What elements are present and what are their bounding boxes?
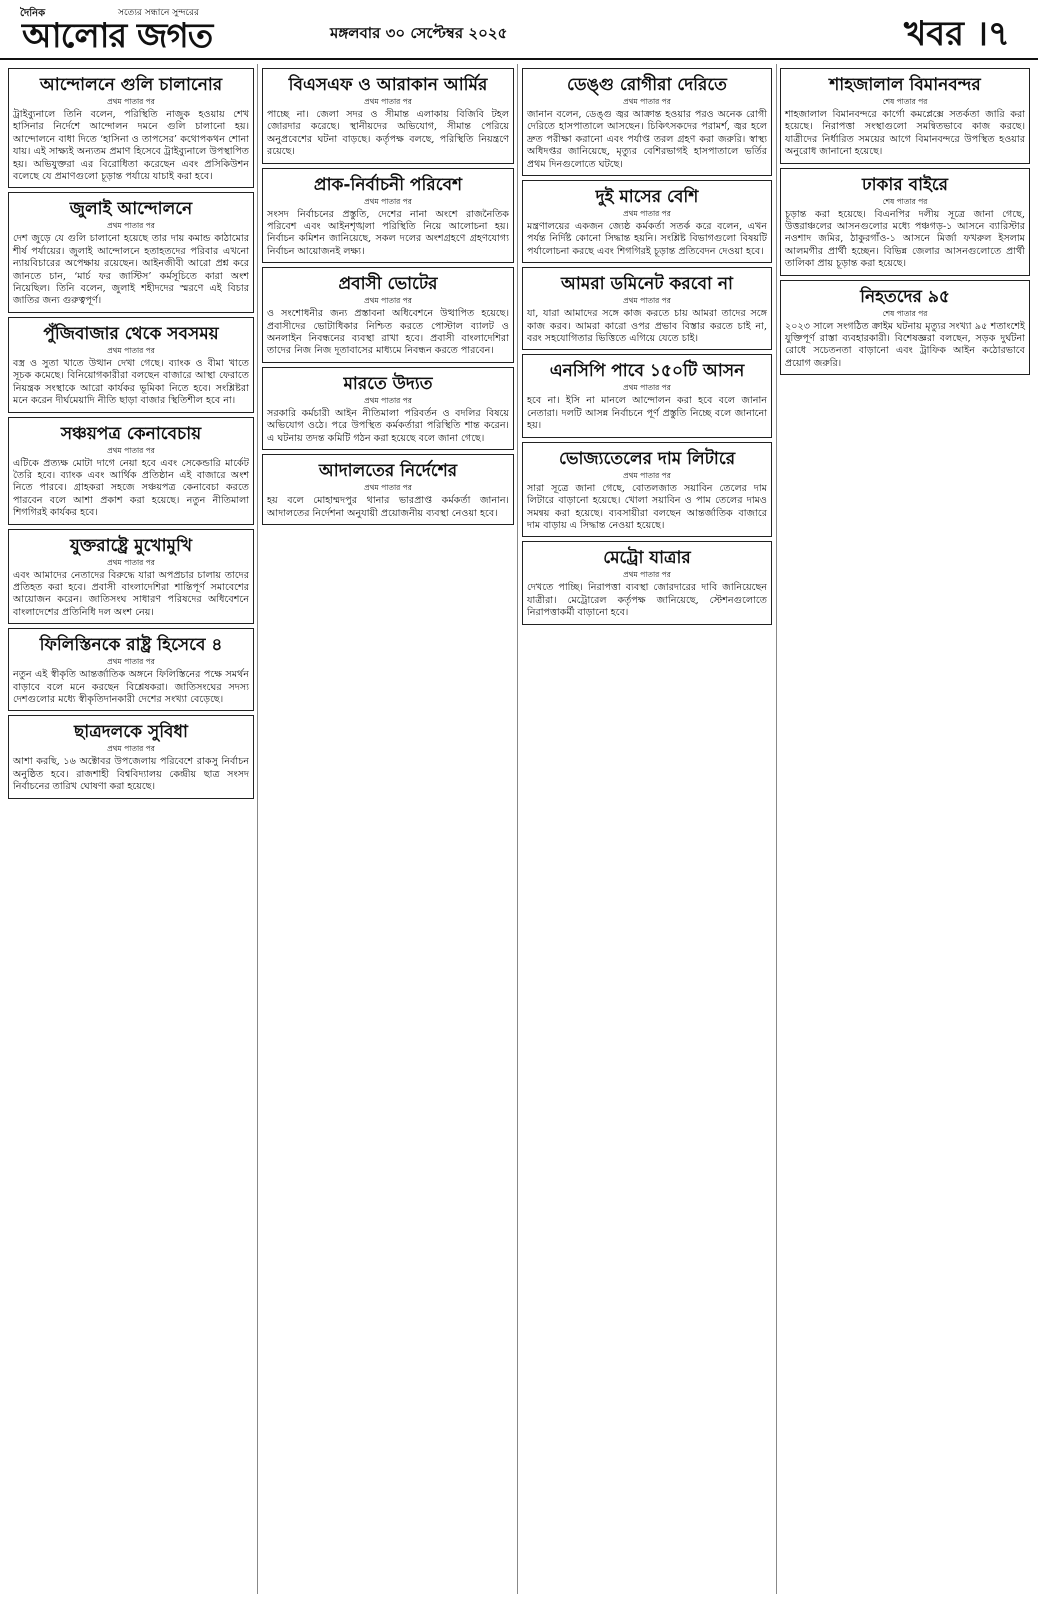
article-body: সংসদ নির্বাচনের প্রস্তুতি, দেশের নানা অংশে রাজনৈতিক পরিবেশ এবং আইনশৃঙ্খলা পরিস্থিতি নিয়ে আলোচনা হয়। নির্বাচন কমিশন জানিয়েছে, সকল দলের অংশগ্রহণে গ্রহণযোগ্য নির্বাচন আয়োজনই লক্ষ্য।: [267, 208, 509, 257]
headline: দুই মাসের বেশি: [595, 187, 699, 208]
section-label: খবর ।৭: [903, 14, 1010, 54]
headline: সঞ্চয়পত্র কেনাবেচায়: [60, 423, 202, 444]
article: [262, 454, 514, 525]
headline: ঢাকার বাইরে: [861, 174, 949, 195]
article-body: আশা করছি, ১৬ অক্টোবর উপজেলায় পরিবেশে রাকসু নির্বাচন অনুষ্ঠিত হবে। রাজশাহী বিশ্ববিদ্যালয় কেন্দ্রীয় ছাত্র সংসদ নির্বাচনের তারিখ ঘোষণা করা হয়েছে।: [13, 756, 249, 793]
article: [8, 529, 254, 625]
jump-line: প্রথম পাতার পর: [623, 209, 671, 219]
article-body: ট্রাইব্যুনালে তিনি বলেন, পরিস্থিতি নাজুক হওয়ায় শেখ হাসিনার নির্দেশে আন্দোলন দমনে গুলি চালানো হয়। আন্দোলনে বাধা দিতে ‘হাসিনা ও তাপসের’ কথোপকথন শোনা যায়। এই সাক্ষ্যই অন্যতম প্রমাণ হিসেবে ট্রাইব্যুনালে উপস্থাপিত হয়। অভিযুক্তরা এর বিরোধিতা করেছেন এবং প্রসিকিউশন বলেছে যে প্রমাণগুলো চূড়ান্ত পর্যায়ে যাচাই করা হবে।: [13, 109, 249, 183]
article: [522, 68, 772, 176]
column-divider: [776, 64, 777, 1594]
masthead-rule: [0, 58, 1038, 60]
jump-line: প্রথম পাতার পর: [107, 744, 155, 754]
column-divider: [257, 64, 258, 1594]
article-body: ও সংশোধনীর জন্য প্রস্তাবনা অধিবেশনে উত্থাপিত হয়েছে। প্রবাসীদের ভোটাধিকার নিশ্চিত করতে পোস্টাল ব্যালট ও অনলাইন নিবন্ধনের ব্যবস্থা রাখা হবে। প্রবাসী বাংলাদেশিরা তাদের নিজ নিজ দূতাবাসের মাধ্যমে নিবন্ধন করতে পারবেন।: [267, 308, 509, 357]
article: [262, 68, 514, 164]
jump-line: প্রথম পাতার পর: [107, 445, 155, 455]
headline: শাহজালাল বিমানবন্দর: [829, 75, 981, 95]
headline: ছাত্রদলকে সুবিধা: [74, 722, 188, 743]
article-body: পাচ্ছে না। জেলা সদর ও সীমান্ত এলাকায় বিজিবি টহল জোরদার করেছে। স্থানীয়দের অভিযোগ, সীমান্ত পেরিয়ে অনুপ্রবেশের ঘটনা বাড়ছে। কর্তৃপক্ষ বলছে, পরিস্থিতি নিয়ন্ত্রণে রয়েছে।: [267, 109, 509, 158]
headline: প্রাক-নির্বাচনী পরিবেশ: [313, 174, 463, 195]
headline: এনসিপি পাবে ১৫০টি আসন: [549, 361, 745, 382]
article: [522, 354, 772, 437]
article-body: যা, যারা আমাদের সঙ্গে কাজ করতে চায় আমরা তাদের সঙ্গে কাজ করব। আমরা কারো ওপর প্রভাব বিস্তার করতে চাই না, বরং সহযোগিতার ভিত্তিতে এগিয়ে যেতে চাই।: [527, 308, 767, 345]
article-body: হবে না। ইসি না মানলে আন্দোলন করা হবে বলে জানান নেতারা। দলটি আসন্ন নির্বাচনে পূর্ণ প্রস্তুতি নিচ্ছে বলে জানানো হয়।: [527, 395, 767, 432]
column-3: [522, 64, 772, 1594]
article-body: ২০২৩ সালে সংগঠিত ক্রাইম ঘটনায় মৃত্যুর সংখ্যা ৯৫ শতাংশেই যুক্তিপূর্ণ রাস্তা ব্যবহারকারী। বিশেষজ্ঞরা বলছেন, সড়ক দুর্ঘটনা রোধে সচেতনতা বাড়ানো এবং ট্রাফিক আইন কঠোরভাবে প্রয়োগ জরুরি।: [785, 320, 1025, 369]
headline: ভোজ্যতেলের দাম লিটারে: [558, 448, 736, 469]
jump-line: প্রথম পাতার পর: [364, 296, 412, 306]
article: [8, 628, 254, 711]
article: [522, 180, 772, 263]
jump-line: প্রথম পাতার পর: [623, 383, 671, 393]
headline: মারতে উদ্যত: [343, 373, 433, 394]
tagline: সত্যের সন্ধানে সুন্দরের: [118, 8, 199, 18]
headline: ডেঙ্গু রোগীরা দেরিতে: [567, 75, 727, 95]
headline: জুলাই আন্দোলনে: [69, 199, 193, 220]
column-4: [780, 64, 1030, 1594]
headline: ফিলিস্তিনকে রাষ্ট্র হিসেবে ৪: [39, 635, 223, 656]
jump-line: প্রথম পাতার পর: [364, 196, 412, 206]
headline: মেট্রো যাত্রার: [603, 548, 691, 569]
headline: আন্দোলনে গুলি চালানোর: [39, 75, 223, 95]
headline: প্রবাসী ভোটের: [338, 274, 438, 295]
article: [780, 168, 1030, 276]
article: [8, 192, 254, 312]
article: [8, 317, 254, 413]
jump-line: প্রথম পাতার পর: [623, 470, 671, 480]
jump-line: প্রথম পাতার পর: [623, 296, 671, 306]
article-body: চূড়ান্ত করা হয়েছে। বিএনপির দলীয় সূত্রে জানা গেছে, উত্তরাঞ্চলের আসনগুলোর মধ্যে পঞ্চগড়-১ আসনে ব্যারিস্টার নওশাদ জমির, ঠাকুরগাঁও-১ আসনে মির্জা ফখরুল ইসলাম আলমগীর প্রার্থী হচ্ছেন। বিভিন্ন জেলার আসনগুলোতে প্রার্থী তালিকা প্রায় চূড়ান্ত করা হয়েছে।: [785, 208, 1025, 270]
article-body: সরকারি কর্মচারী আইন নীতিমালা পরিবর্তন ও বদলির বিষয়ে অভিযোগ ওঠে। পরে উপস্থিত কর্মকর্তারা পরিস্থিতি শান্ত করেন। এ ঘটনায় তদন্ত কমিটি গঠন করা হয়েছে বলে জানা গেছে।: [267, 407, 509, 444]
jump-line: প্রথম পাতার পর: [364, 395, 412, 405]
masthead: [0, 0, 1038, 56]
article-body: জানান বলেন, ডেঙ্গু জ্বর আক্রান্ত হওয়ার পরও অনেক রোগী দেরিতে হাসপাতালে আসছেন। চিকিৎসকদের পরামর্শ, জ্বর হলে দ্রুত পরীক্ষা করানো এবং পর্যাপ্ত তরল গ্রহণ করা জরুরি। স্বাস্থ্য অধিদপ্তর জানিয়েছে, মৃত্যুর বেশিরভাগই হাসপাতালে ভর্তির প্রথম দিনগুলোতে ঘটছে।: [527, 109, 767, 170]
brand-logo: আলোর জগত: [22, 16, 213, 56]
article: [522, 267, 772, 350]
article: [8, 417, 254, 525]
headline: নিহতদের ৯৫: [860, 286, 950, 307]
article-body: এবং আমাদের নেতাদের বিরুদ্ধে যারা অপপ্রচার চালায় তাদের প্রতিহত করা হবে। প্রবাসী বাংলাদেশিরা শান্তিপূর্ণ সমাবেশের আয়োজন করেন। জাতিসংঘ সাধারণ পরিষদের অধিবেশনে বাংলাদেশের প্রতিনিধি দল অংশ নেয়।: [13, 569, 249, 618]
jump-line: প্রথম পাতার পর: [623, 570, 671, 580]
article-body: দেখতে পাচ্ছি। নিরাপত্তা ব্যবস্থা জোরদারের দাবি জানিয়েছেন যাত্রীরা। মেট্রোরেল কর্তৃপক্ষ জানিয়েছে, স্টেশনগুলোতে নিরাপত্তাকর্মী বাড়ানো হবে।: [527, 582, 767, 619]
article-body: সারা সূত্রে জানা গেছে, বোতলজাত সয়াবিন তেলের দাম লিটারে বাড়ানো হয়েছে। খোলা সয়াবিন ও পাম তেলের দামও সমন্বয় করা হয়েছে। ব্যবসায়ীরা বলছেন আন্তর্জাতিক বাজারে দাম বাড়ায় এ সিদ্ধান্ত নেওয়া হয়েছে।: [527, 482, 767, 531]
column-2: [262, 64, 514, 1594]
jump-line: প্রথম পাতার পর: [364, 483, 412, 493]
article: [262, 267, 514, 363]
jump-line: শেষ পাতার পর: [882, 97, 928, 106]
jump-line: শেষ পাতার পর: [882, 308, 928, 318]
headline: আমরা ডমিনেট করবো না: [561, 274, 733, 295]
article-body: হয় বলে মোহাম্মদপুর থানার ভারপ্রাপ্ত কর্মকর্তা জানান। আদালতের নির্দেশনা অনুযায়ী প্রয়োজনীয় ব্যবস্থা নেওয়া হবে।: [267, 495, 509, 519]
jump-line: প্রথম পাতার পর: [107, 97, 155, 106]
article-body: মন্ত্রণালয়ের একজন জ্যেষ্ঠ কর্মকর্তা সতর্ক করে বলেন, এখন পর্যন্ত নির্দিষ্ট কোনো সিদ্ধান্ত হয়নি। সংশ্লিষ্ট বিভাগগুলো বিষয়টি পর্যালোচনা করছে এবং শিগগিরই চূড়ান্ত প্রতিবেদন দেওয়া হবে।: [527, 221, 767, 257]
article-body: দেশ জুড়ে যে গুলি চালানো হয়েছে তার দায় কমান্ড কাঠামোর শীর্ষ পর্যায়ের। জুলাই আন্দোলনে হতাহতদের পরিবার এখনো ন্যায়বিচারের অপেক্ষায় রয়েছেন। আইনজীবী আরো প্রশ্ন করে জানতে চান, ‘মার্চ ফর জাস্টিস’ কর্মসূচিতে কারা অংশ নিয়েছিল। তিনি বলেন, জুলাই শহীদদের স্মরণে এই বিচার জাতির জন্য গুরুত্বপূর্ণ।: [13, 233, 249, 307]
headline: পুঁজিবাজার থেকে সবসময়: [43, 323, 219, 344]
dateline: মঙ্গলবার ৩০ সেপ্টেম্বর ২০২৫: [330, 24, 508, 42]
article: [522, 541, 772, 624]
article-body: শাহজালাল বিমানবন্দরে কার্গো কমপ্লেক্সে সতর্কতা জারি করা হয়েছে। নিরাপত্তা সংস্থাগুলো সমন্বিতভাবে কাজ করছে। যাত্রীদের নির্ধারিত সময়ের আগে বিমানবন্দরে উপস্থিত হওয়ার অনুরোধ জানানো হয়েছে।: [785, 109, 1025, 158]
column-1: [8, 64, 254, 1594]
jump-line: প্রথম পাতার পর: [107, 657, 155, 667]
jump-line: প্রথম পাতার পর: [107, 345, 155, 355]
headline: আদালতের নির্দেশের: [318, 461, 458, 482]
headline: যুক্তরাষ্ট্রে মুখোমুখি: [69, 535, 192, 556]
article: [8, 68, 254, 188]
jump-line: প্রথম পাতার পর: [364, 97, 412, 106]
article: [262, 168, 514, 264]
brand-prefix: দৈনিক: [20, 8, 46, 19]
jump-line: প্রথম পাতার পর: [107, 557, 155, 567]
article: [522, 442, 772, 538]
article-body: এটিকে প্রত্যক্ষ মোটা দাগে নেয়া হবে এবং সেকেন্ডারি মার্কেট তৈরি হবে। ব্যাংক এবং আর্থিক প্রতিষ্ঠান এই বাজারে অংশ নিতে পারবে। গ্রাহকরা সহজে সঞ্চয়পত্র কেনাবেচা করতে পারবেন বলে আশা প্রকাশ করা হয়েছে। নতুন নীতিমালা শিগগিরই কার্যকর হবে।: [13, 457, 249, 519]
article-body: নতুন এই স্বীকৃতি আন্তর্জাতিক অঙ্গনে ফিলিস্তিনের পক্ষে সমর্থন বাড়াবে বলে মনে করছেন বিশ্লেষকরা। জাতিসংঘের সদস্য দেশগুলোর মধ্যে স্বীকৃতিদানকারী দেশের সংখ্যা বেড়েছে।: [13, 669, 249, 705]
headline: বিএসএফ ও আরাকান আর্মির: [288, 75, 488, 95]
jump-line: প্রথম পাতার পর: [623, 97, 671, 106]
column-divider: [517, 64, 518, 1594]
article-body: বস্ত্র ও সুতা খাতে উত্থান দেখা গেছে। ব্যাংক ও বীমা খাতে সূচক কমেছে। বিনিয়োগকারীরা বলছেন বাজারে আস্থা ফেরাতে নিয়ন্ত্রক সংস্থাকে আরো কার্যকর ভূমিকা নিতে হবে। সংশ্লিষ্টরা মনে করেন দীর্ঘমেয়াদি নীতি ছাড়া বাজার স্থিতিশীল হবে না।: [13, 357, 249, 407]
article: [8, 715, 254, 798]
article: [780, 280, 1030, 376]
article: [780, 68, 1030, 164]
article: [262, 367, 514, 450]
jump-line: শেষ পাতার পর: [882, 196, 928, 206]
jump-line: প্রথম পাতার পর: [107, 221, 155, 231]
